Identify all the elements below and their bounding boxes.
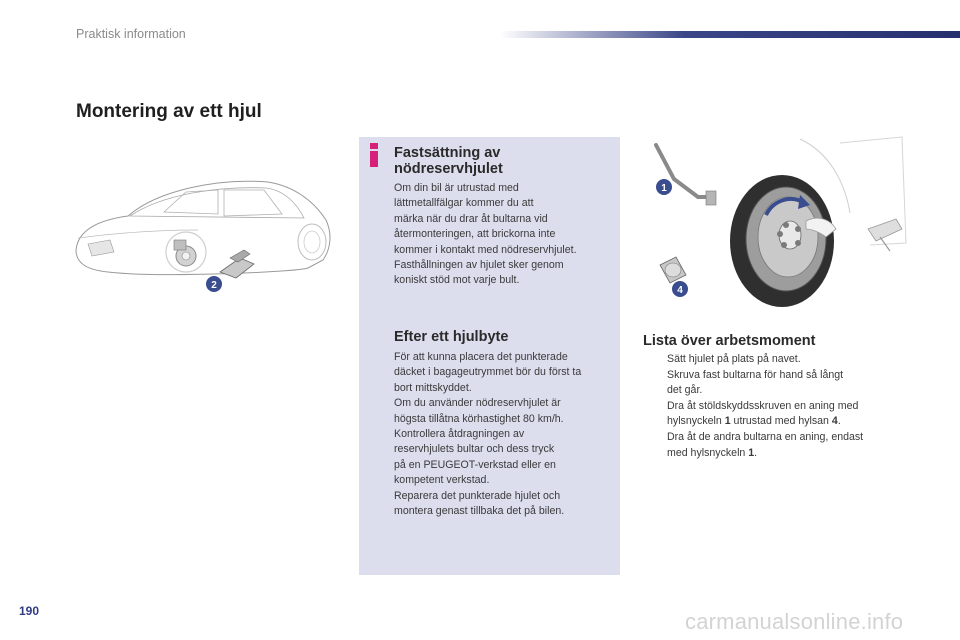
step-ref-wrench: 1 [724,415,731,428]
section-title-line: Fastsättning av [394,145,501,161]
list-item [643,430,913,461]
body-line: lättmetallfälgar kommer du att [394,197,534,210]
body-line: Reparera det punkterade hjulet och [394,489,561,502]
body-line: högsta tillåtna körhastighet 80 km/h. [394,412,564,425]
body-line: på en PEUGEOT-verkstad eller en [394,458,556,471]
callout-4: 4 [677,285,683,296]
body-line: Kontrollera åtdragningen av [394,428,525,441]
step-text: Dra åt de andra bultarna en aning, endast [667,430,864,443]
section-title-fastsattning [394,145,503,177]
list-item [643,368,913,399]
list-item [643,399,913,430]
body-line: koniskt stöd mot varje bult. [394,274,520,287]
body-line: märka när du drar åt bultarna vid [394,212,548,225]
body-line: montera genast tillbaka det på bilen. [394,505,565,518]
work-list-title: Lista över arbetsmoment [643,333,816,349]
body-line: Fasthållningen av hjulet sker genom [394,259,564,272]
section-body-fastsattning [394,181,616,289]
step-text: det går. [667,384,703,397]
list-item [643,352,913,368]
body-line: Om din bil är utrustad med [394,182,519,194]
wheel-mounting-illustration [640,133,910,313]
step-text: Sätt hjulet på plats på navet. [667,353,801,365]
body-line: kompetent verkstad. [394,474,490,487]
step-text: Dra åt stöldskyddsskruven en aning med [667,399,859,412]
header-accent-bar [500,31,960,38]
page-title: Montering av ett hjul [76,101,262,122]
info-icon [366,143,382,167]
step-text-part: utrustad med hylsan [730,415,832,428]
section-title-efter-hjulbyte: Efter ett hjulbyte [394,329,509,345]
header-section-label: Praktisk information [76,27,186,41]
step-ref-socket: 4 [831,415,838,428]
section-title-line: nödreservhjulet [394,161,503,177]
page-number: 190 [19,604,40,618]
step-text-part: . [754,446,758,459]
body-line: kommer i kontakt med nödreservhjulet. [394,243,577,256]
step-text-part: med hylsnyckeln [667,446,749,459]
step-ref-wrench: 1 [748,446,755,459]
section-body-efter-hjulbyte [394,350,616,519]
step-text: Skruva fast bultarna för hand så långt [667,368,844,381]
body-line: bort mittskyddet. [394,381,472,394]
body-line: däcket i bagageutrymmet bör du först ta [394,366,582,379]
callout-2: 2 [211,280,217,291]
step-text-part: . [837,415,841,428]
car-jack-illustration [68,160,338,300]
body-line: reservhjulets bultar och dess tryck [394,443,555,456]
body-line: Om du använder nödreservhjulet är [394,397,561,410]
body-line: För att kunna placera det punkterade [394,351,568,363]
callout-1: 1 [661,183,667,194]
step-text [667,414,913,430]
step-text [667,446,913,462]
work-list [643,352,913,461]
watermark: carmanualsonline.info [685,609,904,634]
step-text-part: hylsnyckeln [667,415,725,428]
body-line: återmonteringen, att brickorna inte [394,228,556,241]
